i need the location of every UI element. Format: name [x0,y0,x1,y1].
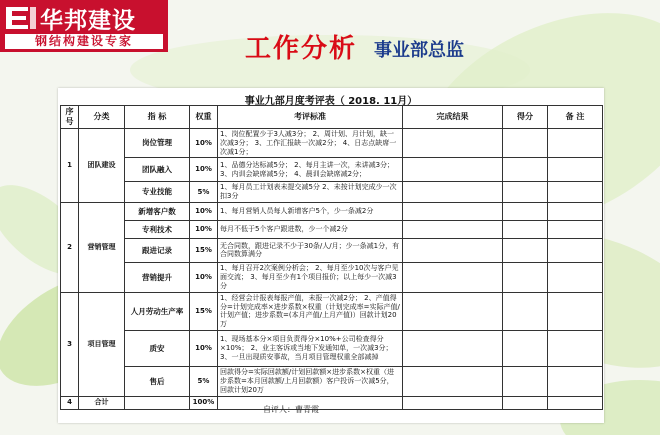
row-result [403,158,503,182]
sign-label: 自评人： [263,405,295,414]
table-row [61,330,603,366]
row-indicator: 售后 [125,366,190,396]
table-row [61,202,603,220]
row-result [403,366,503,396]
row-result [403,330,503,366]
group-no: 4 [61,396,79,409]
row-weight: 5% [190,366,218,396]
row-note [548,220,603,238]
slide-subtitle: 事业部总监 [374,40,464,61]
group-category: 营销管理 [79,202,125,292]
company-logo [0,0,168,52]
evaluation-document [58,88,604,423]
row-weight: 10% [190,220,218,238]
row-note [548,330,603,366]
row-indicator: 跟进记录 [125,238,190,262]
sign-name: 曹青霞 [295,405,319,414]
row-standard: 1、岗位配置少于3人减3分； 2、周计划、月计划，缺一次减3分； 3、工作汇报缺一次减2分； 4、日志点缺席一次减1分； [218,129,403,158]
row-note [548,202,603,220]
row-result [403,129,503,158]
row-result [403,182,503,203]
row-score [503,262,548,292]
row-indicator: 岗位管理 [125,129,190,158]
row-standard: 1、每月员工计划表未提交减5分 2、未按计划完成少一次扣3分 [218,182,403,203]
table-row [61,158,603,182]
row-indicator: 人月劳动生产率 [125,292,190,330]
row-weight: 15% [190,292,218,330]
row-standard: 1、每月召开2次案例分析会； 2、每月至少10次与客户见面交流； 3、每月至少有1个项目报价；以上每少一次减3分 [218,262,403,292]
row-standard: 回款得分=实际回款额/计划回款额×进步系数×权重（进步系数=本月回款额/上月回款额）客户投诉一次减5分，回款计划20万 [218,366,403,396]
table-row [61,220,603,238]
row-indicator [125,396,190,409]
row-score [503,158,548,182]
row-note [548,262,603,292]
row-result [403,396,503,409]
group-no: 3 [61,292,79,396]
header-standard: 考评标准 [218,106,403,129]
slide-title: 工作分析 [245,34,358,64]
table-row [61,182,603,203]
header-category: 分类 [79,106,125,129]
header-weight: 权重 [190,106,218,129]
row-standard: 无合同数，跟进记录不少于30条/人/月；少一条减1分，有合同数算满分 [218,238,403,262]
row-weight: 10% [190,158,218,182]
row-note [548,182,603,203]
row-indicator: 质安 [125,330,190,366]
row-weight: 10% [190,262,218,292]
row-weight: 100% [190,396,218,409]
row-score [503,220,548,238]
row-weight: 15% [190,238,218,262]
group-category: 项目管理 [79,292,125,396]
row-result [403,262,503,292]
row-score [503,396,548,409]
row-result [403,220,503,238]
document-title: 事业九部月度考评表（ 2018. 11月） [244,96,418,107]
row-indicator: 营销提升 [125,262,190,292]
row-standard: 1、品德分达标减5分； 2、每月主讲一次，未讲减3分； 3、内训会缺席减5分； 4、晨训会缺席减2分； [218,158,403,182]
header-no: 序号 [61,106,79,129]
row-score [503,330,548,366]
row-score [503,366,548,396]
header-note: 备 注 [548,106,603,129]
row-standard: 1、经营会计报表每报产值，未报一次减2分； 2、产值得分=计划完成率×进步系数×权重（计划完成率=实际产值/计划产值；进步系数=(本月产值/上月产值)）回款计划20万 [218,292,403,330]
table-row [61,238,603,262]
table-row [61,292,603,330]
row-standard: 每月不低于5个客户跟进数，少一个减2分 [218,220,403,238]
row-indicator: 团队融入 [125,158,190,182]
total-row [61,396,603,409]
row-weight: 10% [190,330,218,366]
row-indicator: 新增客户数 [125,202,190,220]
logo-name: 华邦建设 [40,8,136,34]
group-no: 1 [61,129,79,203]
row-note [548,396,603,409]
header-result: 完成结果 [403,106,503,129]
row-note [548,366,603,396]
group-category: 团队建设 [79,129,125,203]
header-indicator: 指 标 [125,106,190,129]
table-row [61,129,603,158]
row-score [503,182,548,203]
evaluation-table [60,105,603,410]
table-header-row [61,106,603,129]
row-score [503,292,548,330]
row-score [503,129,548,158]
row-weight: 5% [190,182,218,203]
row-note [548,158,603,182]
row-score [503,238,548,262]
row-result [403,238,503,262]
table-row [61,366,603,396]
row-score [503,202,548,220]
group-category: 合计 [79,396,125,409]
logo-mark-icon [6,5,36,31]
self-evaluator [263,404,319,415]
row-weight: 10% [190,202,218,220]
row-indicator: 专业技能 [125,182,190,203]
row-indicator: 专利技术 [125,220,190,238]
row-result [403,292,503,330]
row-weight: 10% [190,129,218,158]
row-result [403,202,503,220]
row-note [548,292,603,330]
header-score: 得分 [503,106,548,129]
table-row [61,262,603,292]
row-standard: 1、现场基本分×项目负责得分×10%+公司检查得分×10%； 2、业主客诉或当地下发通知单，一次减3分； 3、一旦出现质安事故，当月项目管理权重全部减掉 [218,330,403,366]
group-no: 2 [61,202,79,292]
row-note [548,238,603,262]
row-standard: 1、每月营销人员每人新增客户5个，少一条减2分 [218,202,403,220]
row-note [548,129,603,158]
logo-slogan: 钢结构建设专家 [5,34,163,49]
